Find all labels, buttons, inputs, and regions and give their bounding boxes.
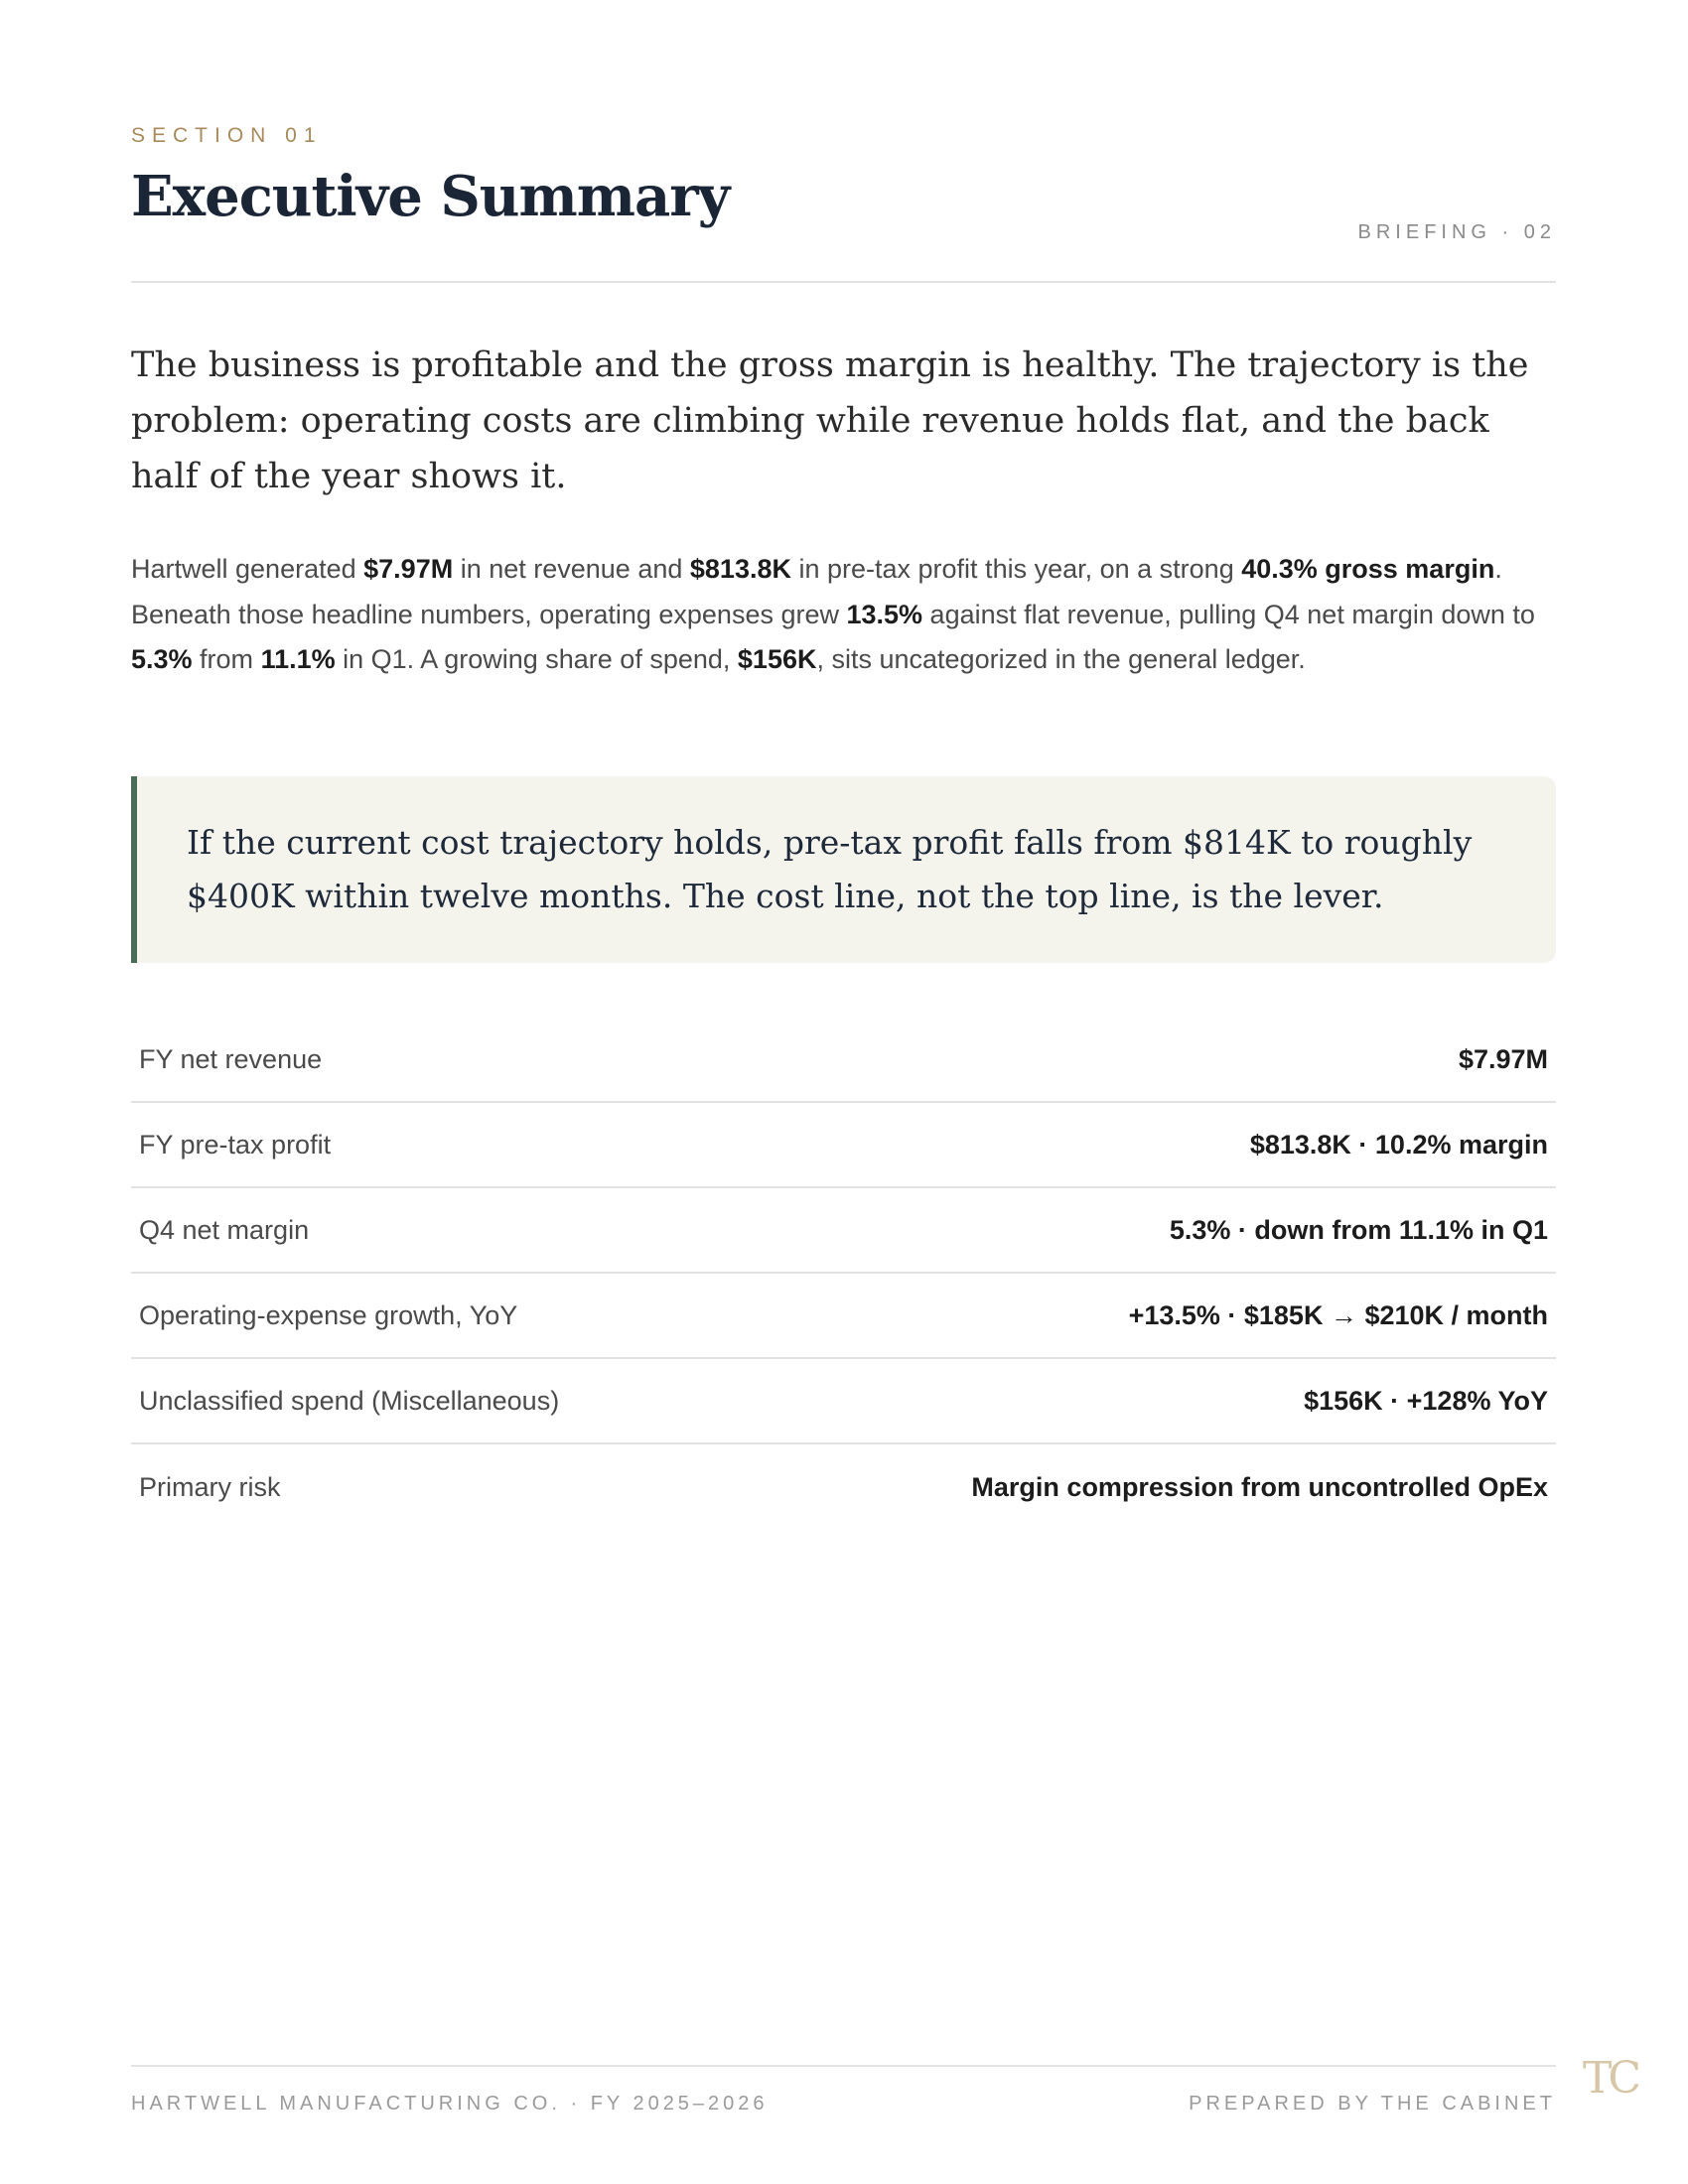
summary-text: in pre-tax profit this year, on a strong <box>790 554 1242 584</box>
summary-paragraph <box>131 547 1556 683</box>
metric-label: Primary risk <box>139 1471 281 1502</box>
metric-row-pretax-profit <box>131 1103 1556 1188</box>
metric-value: Margin compression from uncontrolled OpEx <box>971 1471 1548 1502</box>
header-divider <box>131 281 1556 283</box>
callout-text: If the current cost trajectory holds, pre-tax profit falls from $814K to roughly $400K within twelve months. The cost line, not the top line, is the lever. <box>187 823 1473 915</box>
metrics-table <box>131 1018 1556 1530</box>
summary-figure: 13.5% <box>846 599 923 629</box>
briefing-label: BRIEFING · 02 <box>1357 221 1556 243</box>
summary-text: from <box>192 644 261 674</box>
summary-text: , sits uncategorized in the general ledger. <box>816 644 1306 674</box>
metric-value: $7.97M <box>1458 1043 1548 1074</box>
page-title: Executive Summary <box>131 164 730 229</box>
footer-prepared-by: PREPARED BY THE CABINET <box>1189 2093 1556 2115</box>
summary-figure: $156K <box>737 644 817 674</box>
metric-value: $156K · +128% YoY <box>1304 1385 1548 1416</box>
metric-label: FY net revenue <box>139 1043 323 1074</box>
metric-value: +13.5% · $185K → $210K / month <box>1128 1299 1548 1330</box>
brand-logo: TC <box>1583 2053 1638 2104</box>
summary-figure: 40.3% gross margin <box>1241 554 1495 584</box>
metric-row-opex-growth <box>131 1274 1556 1359</box>
footer-company: HARTWELL MANUFACTURING CO. · FY 2025–2026 <box>131 2093 769 2115</box>
metric-row-unclassified-spend <box>131 1359 1556 1444</box>
summary-text: . Beneath those headline numbers, operating expenses grew <box>131 554 1502 629</box>
metric-row-q4-net-margin <box>131 1188 1556 1274</box>
metric-label: Operating-expense growth, YoY <box>139 1299 518 1330</box>
summary-figure: $7.97M <box>363 554 454 584</box>
metric-label: Q4 net margin <box>139 1214 310 1245</box>
metric-row-net-revenue <box>131 1018 1556 1103</box>
metric-label: Unclassified spend (Miscellaneous) <box>139 1385 560 1416</box>
metric-label: FY pre-tax profit <box>139 1129 332 1160</box>
metric-value: 5.3% · down from 11.1% in Q1 <box>1169 1214 1548 1245</box>
lead-paragraph: The business is profitable and the gross margin is healthy. The trajectory is the problem: operating costs are climbing while revenue holds flat, and the back half of the year shows it. <box>131 345 1529 496</box>
metric-row-primary-risk <box>131 1444 1556 1530</box>
summary-figure: $813.8K <box>689 554 791 584</box>
callout-box <box>131 776 1556 963</box>
metric-value: $813.8K · 10.2% margin <box>1249 1129 1548 1160</box>
summary-figure: 11.1% <box>260 644 336 674</box>
summary-figure: 5.3% <box>131 644 193 674</box>
summary-text: Hartwell generated <box>131 554 364 584</box>
section-eyebrow: SECTION 01 <box>131 124 323 147</box>
summary-text: against flat revenue, pulling Q4 net margin down to <box>922 599 1535 629</box>
report-page <box>131 0 1556 2184</box>
summary-text: in net revenue and <box>453 554 690 584</box>
summary-text: in Q1. A growing share of spend, <box>335 644 738 674</box>
footer-divider <box>131 2065 1556 2067</box>
